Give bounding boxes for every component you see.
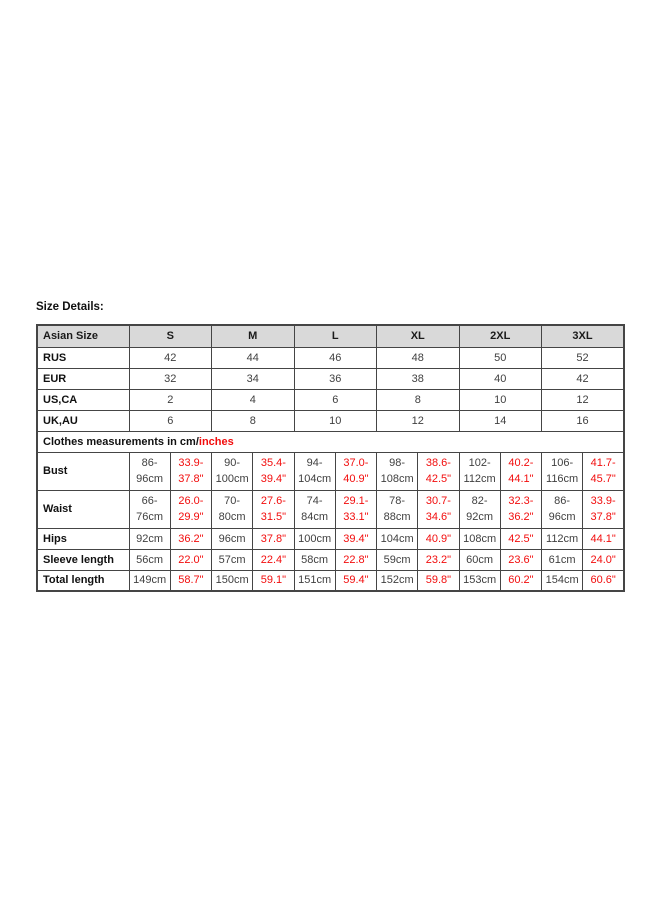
size-value-cell: 16 — [542, 410, 625, 431]
measurement-line: 88cm — [383, 511, 411, 523]
measurements-section-row — [37, 431, 624, 452]
measurement-line: 27.6- — [260, 495, 286, 507]
size-conversion-row — [37, 368, 624, 389]
size-value-cell: 50 — [459, 347, 542, 368]
measurement-inch-cell — [170, 452, 211, 490]
measurement-cm-cell — [377, 490, 418, 528]
measurement-line: 150cm — [215, 574, 249, 587]
measurement-line: 98- — [389, 457, 406, 469]
measurement-row — [37, 452, 624, 490]
size-value-cell: 12 — [377, 410, 460, 431]
measurement-line: 35.4- — [260, 457, 286, 469]
measurement-cm-cell — [129, 528, 170, 549]
measurement-line: 34.6" — [425, 511, 452, 523]
measurement-inch-cell — [583, 570, 624, 591]
measurement-line: 106- — [551, 457, 574, 469]
measurement-line: 104cm — [380, 532, 414, 545]
measurement-cm-cell — [129, 490, 170, 528]
measurement-line: 154cm — [545, 574, 579, 587]
measurement-cm-cell — [212, 490, 253, 528]
header-cell-size: 3XL — [542, 325, 625, 347]
measurement-cm-cell — [294, 452, 335, 490]
row-label: UK,AU — [37, 410, 129, 431]
size-conversion-row — [37, 389, 624, 410]
measurement-inch-cell — [335, 528, 376, 549]
measurement-inch-cell — [335, 570, 376, 591]
measurement-cm-cell — [459, 549, 500, 570]
measurement-line: 42.5" — [425, 473, 452, 485]
measurement-inch-cell — [170, 549, 211, 570]
measurement-line: 33.1" — [343, 511, 369, 523]
page-title: Size Details: — [36, 301, 104, 313]
row-label: RUS — [37, 347, 129, 368]
measurement-line: 41.7- — [590, 457, 616, 469]
measurement-cm-cell — [459, 570, 500, 591]
size-value-cell: 44 — [212, 347, 295, 368]
measurement-line: 37.8" — [590, 511, 616, 523]
measurement-inch-cell — [418, 490, 459, 528]
measurement-cm-cell — [459, 490, 500, 528]
measurement-line: 59.1" — [260, 574, 287, 587]
measurement-inch-cell — [583, 490, 624, 528]
measurement-line: 104cm — [298, 473, 332, 485]
measurement-line: 29.1- — [343, 495, 369, 507]
measurement-line: 33.9- — [178, 457, 204, 469]
measurement-cm-cell — [129, 549, 170, 570]
measurement-inch-cell — [418, 528, 459, 549]
measurement-line: 60.2" — [508, 574, 534, 587]
measurement-line: 152cm — [380, 574, 414, 587]
size-value-cell: 52 — [542, 347, 625, 368]
measurement-row — [37, 490, 624, 528]
measurement-line: 96cm — [136, 473, 164, 485]
measurement-inch-cell — [170, 570, 211, 591]
measurement-line: 39.4" — [260, 473, 287, 485]
measurement-line: 26.0- — [178, 495, 204, 507]
measurement-line: 33.9- — [590, 495, 616, 507]
measurement-line: 36.2" — [178, 532, 204, 545]
measurement-line: 22.0" — [178, 553, 204, 566]
measurement-line: 102- — [468, 457, 491, 469]
header-cell-size: L — [294, 325, 377, 347]
row-label: US,CA — [37, 389, 129, 410]
row-label: Hips — [37, 528, 129, 549]
measurement-line: 92cm — [466, 511, 494, 523]
measurement-line: 58cm — [301, 553, 329, 566]
measurement-cm-cell — [294, 490, 335, 528]
measurement-inch-cell — [170, 528, 211, 549]
measurement-line: 94- — [306, 457, 323, 469]
measurement-inch-cell — [253, 549, 294, 570]
measurement-inch-cell — [170, 490, 211, 528]
measurement-line: 58.7" — [178, 574, 204, 587]
measurement-line: 44.1" — [508, 473, 534, 485]
size-value-cell: 10 — [294, 410, 377, 431]
measurement-line: 40.2- — [508, 457, 534, 469]
measurement-cm-cell — [212, 528, 253, 549]
measurement-cm-cell — [294, 528, 335, 549]
measurement-line: 42.5" — [508, 532, 534, 545]
measurement-inch-cell — [335, 452, 376, 490]
measurement-row — [37, 570, 624, 591]
measurement-line: 22.8" — [343, 553, 369, 566]
measurement-line: 37.8" — [260, 532, 287, 545]
size-value-cell: 46 — [294, 347, 377, 368]
header-cell-asian-size: Asian Size — [37, 325, 129, 347]
row-label: Waist — [37, 490, 129, 528]
measurement-line: 116cm — [546, 473, 579, 485]
size-value-cell: 14 — [459, 410, 542, 431]
measurement-cm-cell — [542, 452, 583, 490]
measurement-line: 86- — [141, 457, 158, 469]
measurement-line: 59.4" — [343, 574, 369, 587]
size-value-cell: 6 — [294, 389, 377, 410]
size-value-cell: 36 — [294, 368, 377, 389]
measurement-inch-cell — [583, 549, 624, 570]
measurement-line: 80cm — [218, 511, 246, 523]
measurement-line: 153cm — [463, 574, 497, 587]
size-value-cell: 8 — [212, 410, 295, 431]
measurement-line: 60.6" — [590, 574, 616, 587]
measurement-line: 32.3- — [508, 495, 534, 507]
measurement-line: 108cm — [380, 473, 414, 485]
measurement-line: 78- — [389, 495, 406, 507]
measurement-line: 40.9" — [343, 473, 369, 485]
measurement-line: 38.6- — [425, 457, 451, 469]
measurement-row — [37, 549, 624, 570]
measurement-line: 74- — [306, 495, 323, 507]
measurement-inch-cell — [418, 549, 459, 570]
measurement-line: 112cm — [546, 532, 579, 545]
measurement-line: 60cm — [466, 553, 494, 566]
measurement-inch-cell — [583, 452, 624, 490]
measurement-cm-cell — [542, 549, 583, 570]
measurement-inch-cell — [500, 570, 541, 591]
size-value-cell: 34 — [212, 368, 295, 389]
measurement-line: 86- — [554, 495, 571, 507]
size-value-cell: 38 — [377, 368, 460, 389]
measurement-inch-cell — [418, 452, 459, 490]
measurement-line: 59.8" — [425, 574, 452, 587]
header-cell-size: XL — [377, 325, 460, 347]
section-title-black: Clothes measurements in cm/ — [43, 435, 199, 448]
header-cell-size: S — [129, 325, 212, 347]
measurement-cm-cell — [212, 452, 253, 490]
measurement-line: 31.5" — [260, 511, 287, 523]
size-value-cell: 40 — [459, 368, 542, 389]
measurement-cm-cell — [377, 452, 418, 490]
measurement-cm-cell — [377, 528, 418, 549]
measurement-inch-cell — [583, 528, 624, 549]
measurement-line: 70- — [224, 495, 241, 507]
measurement-row — [37, 528, 624, 549]
measurement-line: 96cm — [218, 532, 246, 545]
measurement-line: 39.4" — [343, 532, 369, 545]
measurement-cm-cell — [212, 549, 253, 570]
measurement-line: 40.9" — [425, 532, 452, 545]
size-value-cell: 2 — [129, 389, 212, 410]
measurement-line: 23.6" — [508, 553, 534, 566]
measurement-line: 108cm — [463, 532, 497, 545]
measurement-line: 100cm — [215, 473, 249, 485]
measurement-cm-cell — [129, 452, 170, 490]
measurement-line: 23.2" — [425, 553, 452, 566]
measurement-inch-cell — [500, 549, 541, 570]
measurement-line: 22.4" — [260, 553, 287, 566]
size-value-cell: 12 — [542, 389, 625, 410]
header-cell-size: M — [212, 325, 295, 347]
size-value-cell: 8 — [377, 389, 460, 410]
measurement-line: 61cm — [548, 553, 576, 566]
size-chart-body — [37, 347, 624, 591]
measurement-line: 45.7" — [590, 473, 616, 485]
measurement-cm-cell — [542, 528, 583, 549]
measurement-cm-cell — [542, 490, 583, 528]
measurement-line: 100cm — [298, 532, 332, 545]
measurement-line: 82- — [471, 495, 488, 507]
size-value-cell: 48 — [377, 347, 460, 368]
measurement-line: 36.2" — [508, 511, 534, 523]
measurement-line: 66- — [141, 495, 158, 507]
measurement-inch-cell — [335, 490, 376, 528]
measurement-line: 84cm — [301, 511, 329, 523]
measurement-inch-cell — [500, 490, 541, 528]
size-value-cell: 6 — [129, 410, 212, 431]
measurement-inch-cell — [253, 452, 294, 490]
measurement-line: 57cm — [218, 553, 246, 566]
section-title-red: inches — [198, 435, 234, 448]
measurement-cm-cell — [294, 570, 335, 591]
measurement-inch-cell — [253, 528, 294, 549]
size-value-cell: 32 — [129, 368, 212, 389]
measurement-line: 90- — [224, 457, 241, 469]
measurement-inch-cell — [500, 528, 541, 549]
measurement-line: 96cm — [548, 511, 576, 523]
measurement-line: 92cm — [136, 532, 164, 545]
measurement-inch-cell — [500, 452, 541, 490]
measurement-cm-cell — [542, 570, 583, 591]
size-value-cell: 4 — [212, 389, 295, 410]
measurement-line: 112cm — [463, 473, 496, 485]
measurement-inch-cell — [253, 490, 294, 528]
measurement-line: 56cm — [136, 553, 164, 566]
measurement-cm-cell — [212, 570, 253, 591]
measurements-section-title — [37, 431, 624, 452]
row-label: Bust — [37, 452, 129, 490]
measurement-line: 151cm — [298, 574, 332, 587]
header-row — [37, 325, 624, 347]
size-conversion-row — [37, 410, 624, 431]
measurement-inch-cell — [335, 549, 376, 570]
row-label: Total length — [37, 570, 129, 591]
measurement-cm-cell — [294, 549, 335, 570]
row-label: Sleeve length — [37, 549, 129, 570]
measurement-cm-cell — [377, 570, 418, 591]
measurement-cm-cell — [377, 549, 418, 570]
measurement-line: 37.0- — [343, 457, 369, 469]
measurement-line: 44.1" — [590, 532, 616, 545]
size-chart-table — [36, 324, 625, 592]
size-chart-header — [37, 325, 624, 347]
measurement-inch-cell — [253, 570, 294, 591]
size-conversion-row — [37, 347, 624, 368]
measurement-line: 29.9" — [178, 511, 204, 523]
measurement-line: 149cm — [133, 574, 167, 587]
header-cell-size: 2XL — [459, 325, 542, 347]
size-value-cell: 42 — [129, 347, 212, 368]
measurement-line: 37.8" — [178, 473, 204, 485]
measurement-line: 30.7- — [425, 495, 451, 507]
measurement-line: 24.0" — [590, 553, 616, 566]
measurement-cm-cell — [129, 570, 170, 591]
size-value-cell: 42 — [542, 368, 625, 389]
measurement-line: 76cm — [136, 511, 164, 523]
measurement-line: 59cm — [383, 553, 411, 566]
measurement-cm-cell — [459, 452, 500, 490]
row-label: EUR — [37, 368, 129, 389]
measurement-cm-cell — [459, 528, 500, 549]
size-value-cell: 10 — [459, 389, 542, 410]
measurement-inch-cell — [418, 570, 459, 591]
